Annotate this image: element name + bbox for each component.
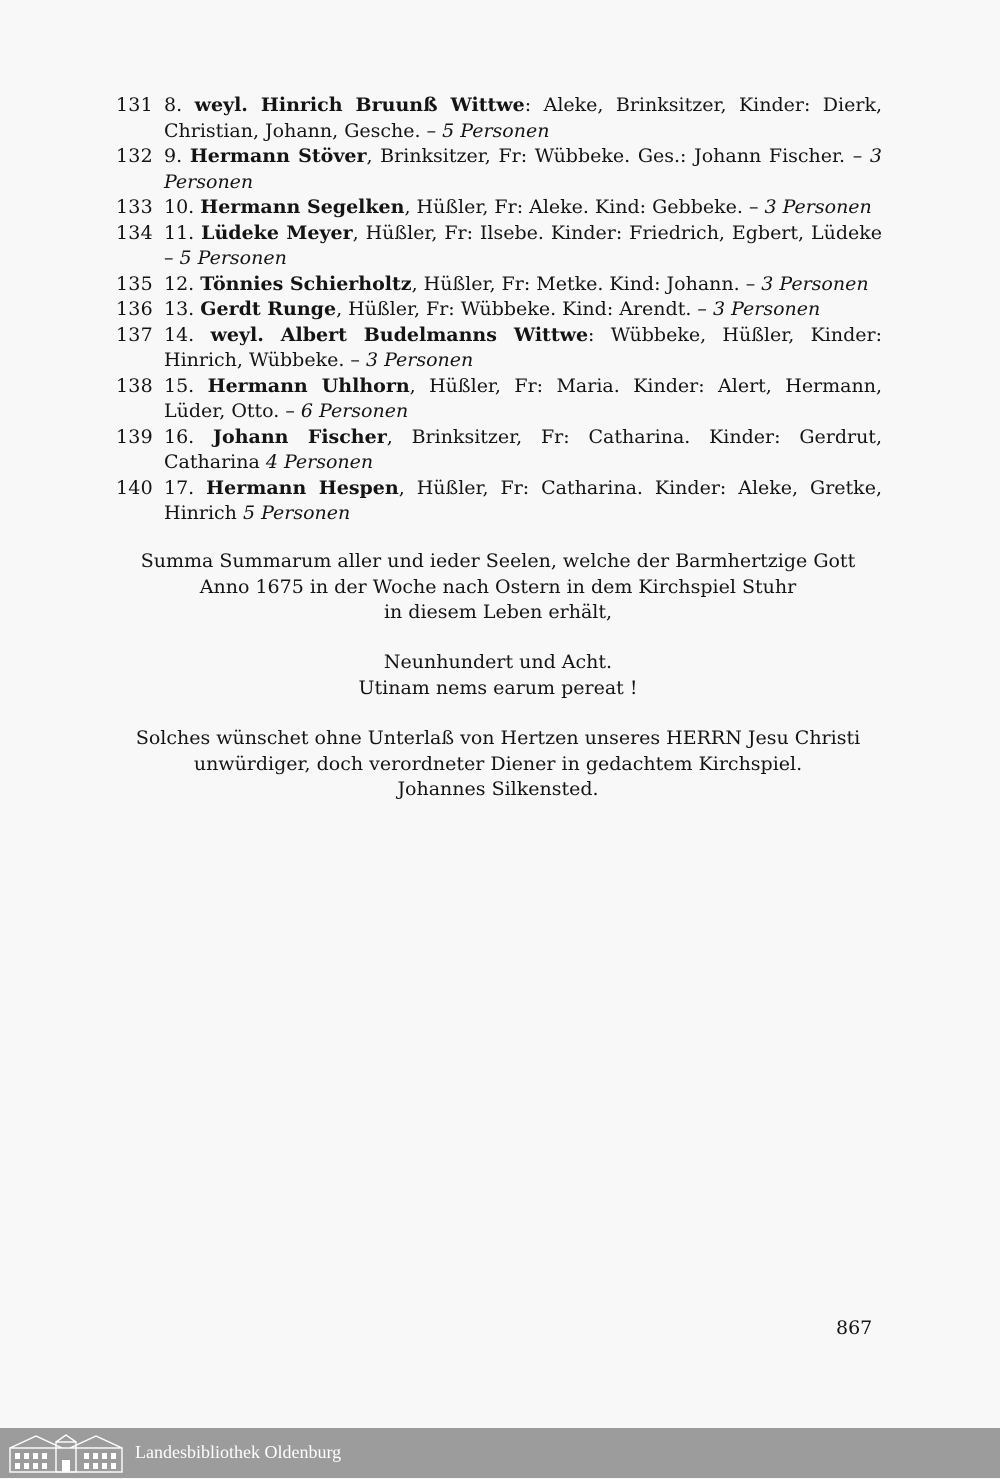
entry-index: 15. — [164, 374, 195, 397]
entry-name: Hermann Stöver — [189, 145, 367, 167]
entry-details: , Brinksitzer, Fr: Catharina. Kinder: Gerdrut, Catharina — [164, 425, 882, 473]
list-item — [116, 425, 882, 476]
entry-details: , Hüßler, Fr: Metke. Kind: Johann. – — [411, 272, 762, 295]
entry-details: , Hüßler, Fr: Wübbeke. Kind: Arendt. – — [336, 298, 713, 320]
line-number: 136 — [116, 298, 153, 320]
entry-index: 13. — [164, 298, 195, 320]
entry-index: 11. — [164, 221, 195, 244]
entry-details: , Hüßler, Fr: Maria. Kinder: Alert, Hermann, Lüder, Otto. – — [164, 374, 882, 422]
line-number: 132 — [116, 145, 153, 167]
summa-line: Anno 1675 in der Woche nach Ostern in dem Kirchspiel Stuhr — [199, 575, 797, 598]
entry-name: Tönnies Schierholtz — [200, 272, 412, 295]
entry-index: 8. — [164, 94, 183, 116]
list-item — [116, 221, 882, 272]
entry-index: 14. — [164, 323, 195, 346]
list-item — [116, 93, 882, 144]
line-number: 137 — [116, 323, 153, 346]
line-number: 133 — [116, 196, 153, 218]
summa-summarum — [100, 549, 896, 626]
entry-name: Johann Fischer — [213, 425, 387, 448]
entry-persons: 6 Personen — [300, 400, 409, 422]
list-item — [116, 323, 882, 374]
entry-details: , Brinksitzer, Fr: Wübbeke. Ges.: Johann Fischer. – — [366, 145, 870, 167]
entry-name: Lüdeke Meyer — [201, 221, 353, 244]
list-item — [116, 374, 882, 425]
list-item — [116, 195, 882, 221]
entry-details: : Wübbeke, Hüßler, Kinder: Hinrich, Wübbeke. – — [164, 323, 882, 371]
entry-persons: 3 Personen — [761, 272, 869, 295]
entry-index: 17. — [164, 476, 195, 499]
entry-persons: 5 Personen — [179, 247, 287, 269]
entry-details: , Hüßler, Fr: Catharina. Kinder: Aleke, Gretke, Hinrich — [164, 476, 882, 524]
entry-name: Hermann Hespen — [206, 476, 399, 499]
entry-list — [116, 93, 882, 527]
summa-line: in diesem Leben erhält, — [383, 601, 613, 623]
entry-persons: 5 Personen — [442, 119, 550, 142]
entry-persons: 3 Personen — [764, 196, 872, 218]
closing-text — [100, 726, 896, 803]
total-line: Neunhundert und Acht. — [383, 651, 613, 673]
entry-name: Gerdt Runge — [200, 298, 337, 320]
entry-index: 9. — [164, 145, 183, 167]
entry-persons: 3 Personen — [164, 145, 882, 193]
list-item — [116, 144, 882, 195]
entry-index: 16. — [164, 425, 195, 448]
entry-persons: 3 Personen — [712, 298, 821, 320]
closing-line: unwürdiger, doch verordneter Diener in gedachtem Kirchspiel. — [193, 752, 803, 775]
entry-persons: 5 Personen — [242, 502, 351, 524]
entry-details: : Aleke, Brinksitzer, Kinder: Dierk, Christian, Johann, Gesche. – — [164, 94, 882, 142]
line-number: 140 — [116, 476, 153, 499]
line-number: 139 — [116, 425, 153, 448]
entry-name: weyl. Albert Budelmanns Wittwe — [210, 323, 589, 346]
entry-name: Hermann Uhlhorn — [207, 374, 410, 397]
list-item — [116, 272, 882, 298]
line-number: 131 — [116, 94, 153, 116]
signature: Johannes Silkensted. — [397, 778, 599, 800]
list-item — [116, 297, 882, 323]
entry-persons: 4 Personen — [265, 451, 374, 473]
line-number: 135 — [116, 272, 153, 295]
entry-index: 12. — [164, 272, 195, 295]
page-number: 867 — [836, 1317, 873, 1339]
entry-index: 10. — [164, 196, 195, 218]
total-count — [100, 650, 896, 701]
entry-name: weyl. Hinrich Bruunß Wittwe — [194, 94, 525, 116]
list-item — [116, 476, 882, 527]
entry-details: , Hüßler, Fr: Ilsebe. Kinder: Friedrich, Egbert, Lüdeke – — [164, 221, 882, 269]
line-number: 134 — [116, 221, 153, 244]
entry-name: Hermann Segelken — [200, 196, 405, 218]
library-building-icon — [6, 1432, 126, 1479]
summa-line: Summa Summarum aller und ieder Seelen, welche der Barmhertzige Gott — [140, 550, 856, 572]
entry-persons: 3 Personen — [365, 349, 474, 371]
line-number: 138 — [116, 374, 153, 397]
footer-label: Landesbibliothek Oldenburg — [135, 1442, 342, 1462]
total-line: Utinam nems earum pereat ! — [358, 676, 638, 699]
footer-bar — [0, 1428, 1000, 1478]
entry-details: , Hüßler, Fr: Aleke. Kind: Gebbeke. – — [404, 196, 765, 218]
closing-line: Solches wünschet ohne Unterlaß von Hertzen unseres HERRN Jesu Christi — [135, 727, 861, 749]
